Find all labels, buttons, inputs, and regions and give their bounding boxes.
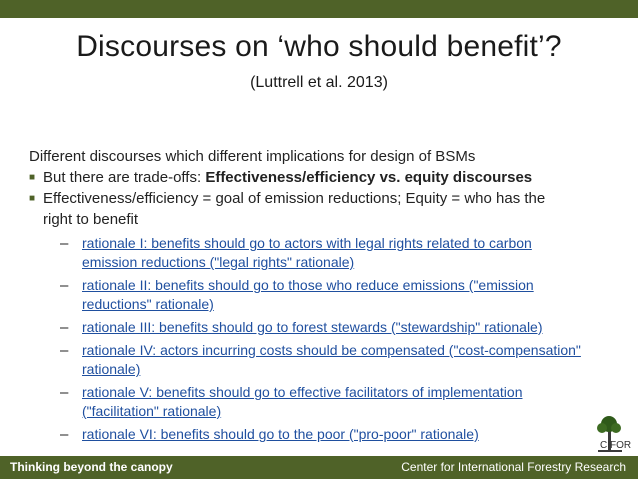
rationale-2-line1: rationale II: benefits should go to those who reduce emissions ("emission <box>82 277 534 293</box>
footer-bar <box>0 456 638 479</box>
rationale-link-6[interactable]: rationale VI: benefits should go to the poor ("pro-poor" rationale) <box>82 426 479 442</box>
bullet-tradeoffs-prefix: But there are trade-offs: <box>43 169 206 186</box>
bullet-tradeoffs <box>29 167 609 188</box>
footer-organization: Center for International Forestry Research <box>401 460 626 474</box>
rationale-item <box>29 276 609 314</box>
rationale-item <box>29 318 609 337</box>
slide-body <box>29 146 609 448</box>
rationale-5-line2: ("facilitation" rationale) <box>82 403 222 419</box>
rationale-link-2[interactable] <box>82 276 609 314</box>
rationale-item <box>29 234 609 272</box>
bullet-tradeoffs-text <box>43 167 532 188</box>
bullet-definitions <box>29 188 609 230</box>
dash-marker: – <box>60 319 69 336</box>
footer-tagline: Thinking beyond the canopy <box>10 460 173 474</box>
slide-subtitle: (Luttrell et al. 2013) <box>250 74 388 91</box>
rationale-4-line1: rationale IV: actors incurring costs should be compensated ("cost-compensation" <box>82 342 581 358</box>
rationale-link-4[interactable] <box>82 341 609 379</box>
rationale-1-line1: rationale I: benefits should go to actors with legal rights related to carbon <box>82 235 532 251</box>
square-bullet-icon: ■ <box>29 172 36 183</box>
slide-title: Discourses on ‘who should benefit’? <box>76 30 562 63</box>
square-bullet-icon: ■ <box>29 193 36 204</box>
rationale-link-3[interactable]: rationale III: benefits should go to forest stewards ("stewardship" rationale) <box>82 319 543 335</box>
bullet-definitions-line2: right to benefit <box>43 211 139 228</box>
rationale-link-5[interactable] <box>82 383 609 421</box>
top-band <box>0 0 638 18</box>
dash-marker: – <box>60 342 69 359</box>
rationale-5-line1: rationale V: benefits should go to effective facilitators of implementation <box>82 384 523 400</box>
rationale-link-1[interactable] <box>82 234 609 272</box>
rationale-2-line2: reductions" rationale) <box>82 296 214 312</box>
dash-marker: – <box>60 384 69 401</box>
bullet-definitions-line1: Effectiveness/efficiency = goal of emission reductions; Equity = who has the <box>43 190 546 207</box>
intro-text: Different discourses which different implications for design of BSMs <box>29 148 476 165</box>
rationale-item <box>29 383 609 421</box>
rationale-item <box>29 425 609 444</box>
dash-marker: – <box>60 426 69 443</box>
cifor-logo-text: CIFOR <box>600 440 632 451</box>
rationale-list <box>29 234 609 444</box>
bullet-tradeoffs-bold: Effectiveness/efficiency vs. equity discourses <box>205 169 533 186</box>
rationale-item <box>29 341 609 379</box>
rationale-1-line2: emission reductions ("legal rights" rationale) <box>82 254 355 270</box>
dash-marker: – <box>60 235 69 252</box>
rationale-4-line2: rationale) <box>82 361 141 377</box>
dash-marker: – <box>60 277 69 294</box>
bullet-definitions-text <box>43 188 545 230</box>
